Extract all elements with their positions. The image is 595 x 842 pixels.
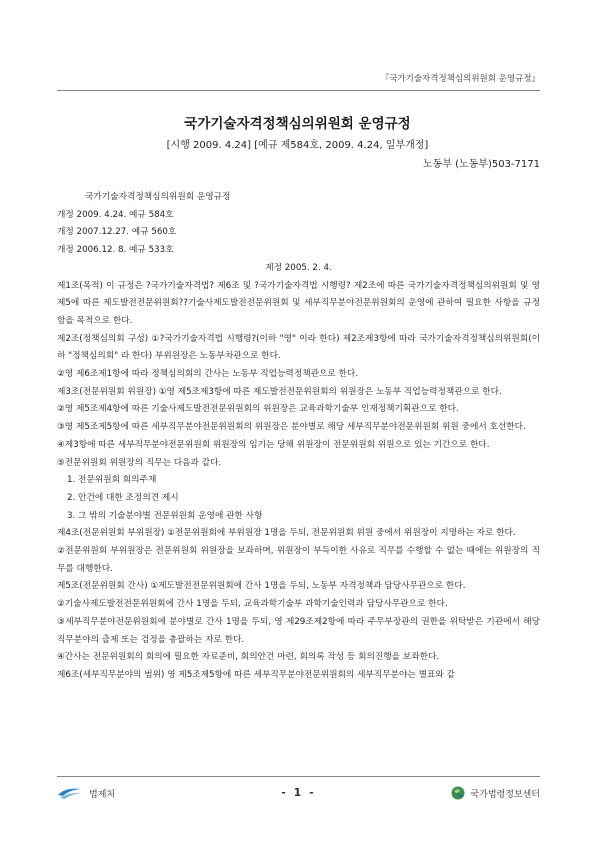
article-5-3: ③세부직무분야전문위원회에 분야별로 간사 1명을 두되, 영 제29조제2항에 따라 주무부장관의 권한을 위탁받은 기관에서 해당 직무분야의 출제 또는 검정을 총괄하는 자로 한다. (57, 616, 540, 645)
department-info: 노동부 (노동부)503-7171 (422, 159, 540, 170)
revision-line: 개정 2007.12.27. 예규 560호 (57, 227, 177, 238)
globe-icon (451, 786, 465, 800)
running-header: 『국가기술자격정책심의위원회 운영규정』 (380, 74, 540, 84)
page-number: - 1 - (281, 786, 316, 799)
doc-name: 국가기술자격정책심의위원회 운영규정 (85, 192, 231, 202)
article-3-4: ④제3항에 따른 세부직무분야전문위원회 위원장의 임기는 당해 위원장이 전문위원회 위원으로 있는 기간으로 한다. (57, 439, 490, 450)
article-6: 제6조(세부직무분야의 범위) 영 제5조제5항에 따른 세부직무분야전문위원회의 세부직무분야는 별표와 같 (57, 669, 455, 680)
article-5-1: 제5조(전문위원회 간사) ①제도발전전문위원회에 간사 1명을 두되, 노동부 자격정책과 담당사무관으로 한다. (57, 581, 466, 592)
enactment-info: [시행 2009. 4.24] [예규 제584호, 2009. 4.24, 일부개정] (166, 140, 429, 151)
article-3-5: ⑤전문위원회 위원장의 직무는 다음과 같다. (57, 457, 222, 468)
page-title: 국가기술자격정책심의위원회 운영규정 (184, 116, 411, 132)
footer-rule (57, 776, 540, 777)
document-body (57, 189, 540, 685)
article-3-1: 제3조(전문위원회 위원장) ①영 제5조제3항에 따른 제도발전전문위원회의 위원장은 노동부 직업능력정책관으로 한다. (57, 386, 502, 397)
enacted-line: 제정 2005. 2. 4. (265, 262, 332, 273)
article-5-4: ④간사는 전문위원회의 회의에 필요한 자료준비, 회의안건 마련, 회의록 작성 등 회의진행을 보좌한다. (57, 652, 440, 663)
page-footer (57, 786, 540, 806)
footer-right (451, 786, 540, 800)
revision-line: 개정 2009. 4.24. 예규 584호 (57, 209, 174, 220)
article-3-2: ②영 제5조제4항에 따른 기술사제도발전전문위원회의 위원장은 교육과학기술부 인재정책기획관으로 한다. (57, 404, 459, 415)
revision-line: 개정 2006.12. 8. 예규 533호 (57, 245, 174, 256)
article-2-2: ②영 제6조제1항에 따라 정책심의회의 간사는 노동부 직업능력정책관으로 한다. (57, 369, 359, 380)
article-2-1: 제2조(정책심의회 구성) ①?국가기술자격법 시행령?(이하 "영" 이라 한다) 제2조제3항에 따라 국가기술자격정책심의위원회(이하 "정책심의회" 라 한다) 부위원장은 노동부차관으로 한다. (57, 333, 540, 362)
header-rule (57, 90, 540, 91)
article-3-3: ③영 제5조제5항에 따른 세부직무분야전문위원회의 위원장은 분야별로 해당 세부직무분야전문위원회 위원 중에서 호선한다. (57, 422, 526, 433)
footer-left-label: 법제처 (89, 789, 116, 800)
duty-item: 3. 그 밖의 기술분야별 전문위원회 운영에 관한 사항 (67, 510, 263, 521)
duty-item: 2. 안건에 대한 조정의견 제시 (67, 492, 179, 503)
article-4-2: ②전문위원회 부위원장은 전문위원회 위원장을 보좌하며, 위원장이 부득이한 사유로 직무를 수행할 수 없는 때에는 위원장의 직무를 대행한다. (57, 546, 540, 574)
article-5-2: ②기술사제도발전전문위원회에 간사 1명을 두되, 교육과학기술부 과학기술인력과 담당사무관으로 한다. (57, 599, 448, 610)
footer-right-label: 국가법령정보센터 (470, 789, 540, 800)
duty-item: 1. 전문위원회 회의주재 (67, 475, 157, 486)
article-1: 제1조(목적) 이 규정은 ?국가기술자격법? 제6조 및 ?국가기술자격법 시행령? 제2조에 따른 국가기술자격정책심의위원회 및 영 제5에 따른 제도발전전문위원회??기술사제도발전전문위원회 및 세부직무분야전문위원회의 운영에 관하여 필요한 사항을 규정함을 목적으로 한다. (57, 280, 540, 326)
article-4-1: 제4조(전문위원회 부위원장) ①전문위원회에 부위원장 1명을 두되, 전문위원회 위원 중에서 위원장이 지명하는 자로 한다. (57, 528, 516, 539)
